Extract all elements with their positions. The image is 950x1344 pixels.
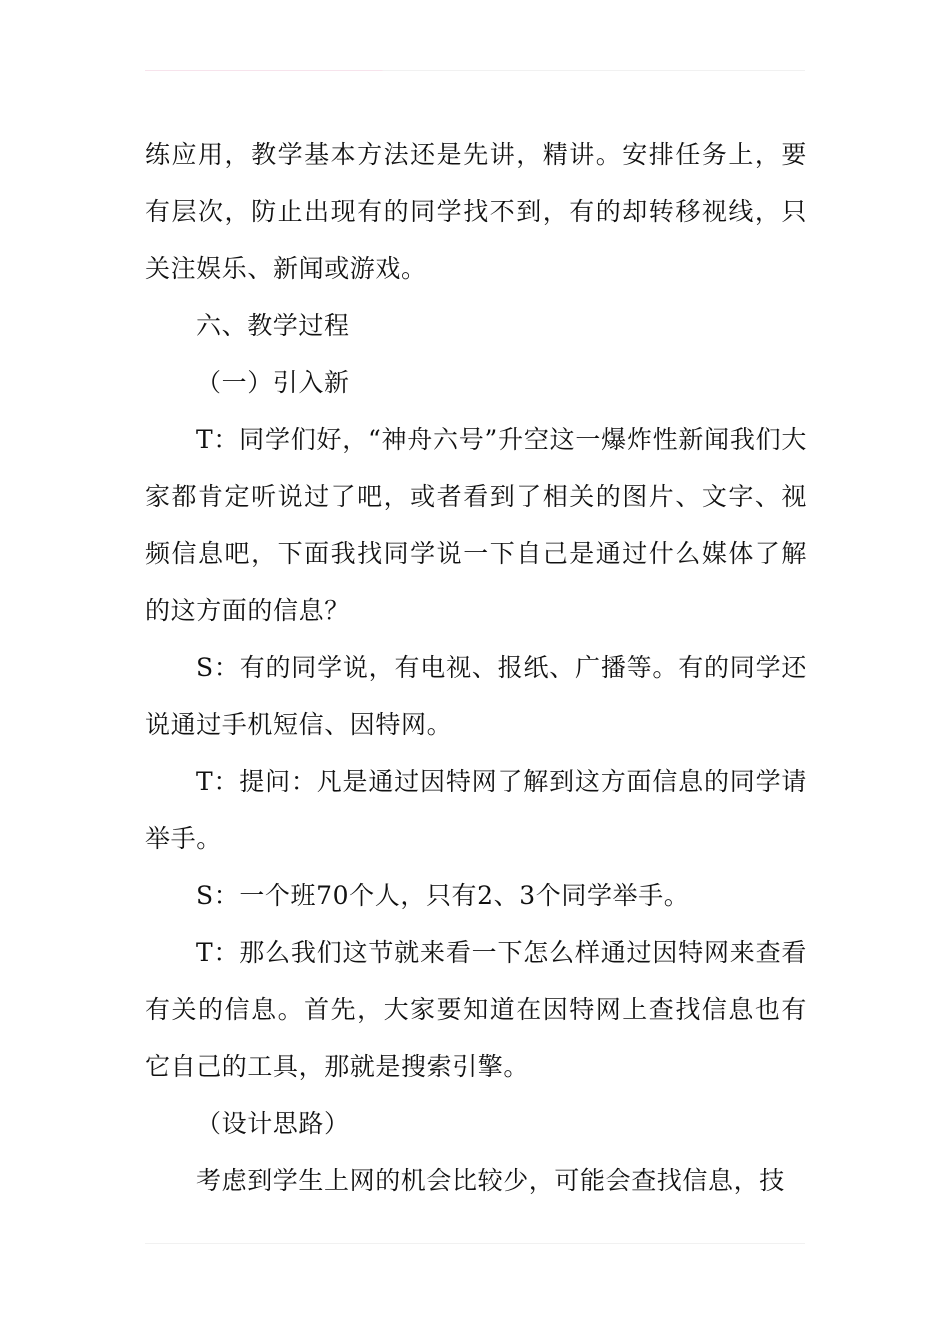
paragraph: 考虑到学生上网的机会比较少，可能会查找信息，技 — [196, 1166, 785, 1195]
paragraph: T：那么我们这节就来看一下怎么样通过因特网来查看有关的信息。首先，大家要知道在因特网上查找信息也有它自己的工具，那就是搜索引擎。 — [145, 938, 807, 1081]
paragraph: T：提问：凡是通过因特网了解到这方面信息的同学请举手。 — [145, 767, 807, 853]
paragraph: T：同学们好，“神舟六号”升空这一爆炸性新闻我们大家都肯定听说过了吧，或者看到了相关的图片、文字、视频信息吧，下面我找同学说一下自己是通过什么媒体了解的这方面的信息？ — [145, 425, 807, 625]
header-rule — [145, 70, 805, 71]
section-heading: 六、教学过程 — [196, 311, 350, 340]
document-body — [145, 126, 807, 1209]
subsection-heading: （一）引入新 — [196, 368, 350, 397]
paragraph: S：有的同学说，有电视、报纸、广播等。有的同学还说通过手机短信、因特网。 — [145, 653, 807, 739]
paragraph: S：一个班70个人，只有2、3个同学举手。 — [196, 881, 690, 910]
design-note-heading: （设计思路） — [196, 1109, 350, 1138]
footer-rule — [145, 1243, 805, 1244]
paragraph: 练应用，教学基本方法还是先讲，精讲。安排任务上，要有层次，防止出现有的同学找不到，有的却转移视线，只关注娱乐、新闻或游戏。 — [145, 140, 807, 283]
